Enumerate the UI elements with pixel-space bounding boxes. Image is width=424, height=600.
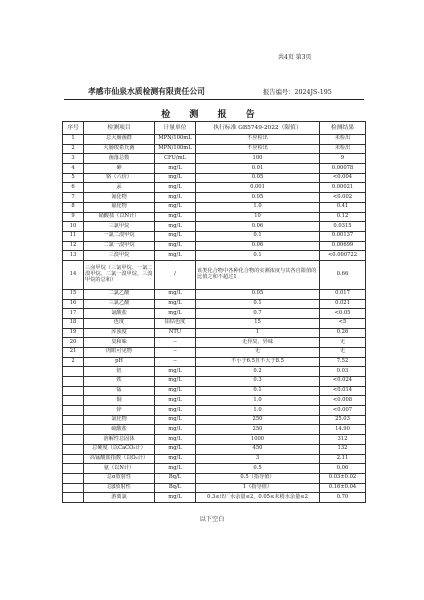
test-item: 三氯乙酸 [84,299,155,309]
result: 25.03 [320,415,366,425]
standard-limit: 0.05 [196,173,320,183]
table-row [63,425,366,435]
row-index: 21 [63,347,84,357]
test-item: 铝 [84,367,155,377]
standard-limit: 1.0 [196,406,320,416]
standard-limit: 100 [196,154,320,164]
row-index: 20 [63,338,84,348]
test-item: 砷 [84,164,155,174]
unit: MPN/100mL [155,135,196,145]
table-row [63,251,366,261]
test-item: 二氯乙酸 [84,289,155,299]
unit: mg/L [155,406,196,416]
result: 7.52 [320,357,366,367]
standard-limit: 0.2 [196,367,320,377]
test-item: 汞 [84,183,155,193]
result: 0.41 [320,202,366,212]
unit: CFU/mL [155,154,196,164]
row-index [63,483,84,493]
unit: mg/L [155,415,196,425]
result: 2.11 [320,454,366,464]
table-row [63,473,366,483]
unit: Bq/L [155,473,196,483]
standard-limit: 0.5 [196,464,320,474]
test-item: 铁 [84,377,155,387]
table-row [63,309,366,319]
row-index: 8 [63,202,84,212]
row-index: 12 [63,241,84,251]
standard-limit: 0.1 [196,386,320,396]
unit: Bq/L [155,483,196,493]
report-number-label: 报告编号： [263,89,295,96]
row-index [63,425,84,435]
test-item: 硝酸盐（以N计） [84,212,155,222]
end-marker: 以下空白 [199,516,225,523]
result: 0.03±0.02 [320,473,366,483]
standard-limit: 无异臭、异味 [196,338,320,348]
result: 0.021 [320,299,366,309]
result: <0.007 [320,406,366,416]
row-index: 4 [63,164,84,174]
standard-limit: 该类化合物中各种化合物的实测浓度与其各自限值的比值之和不超过1 [196,260,320,289]
standard-limit: 1.0 [196,202,320,212]
row-index: 9 [63,212,84,222]
row-index: 11 [63,231,84,241]
standard-limit: 250 [196,415,320,425]
table-row [63,415,366,425]
standard-limit: 0.05 [196,289,320,299]
standard-limit: 15 [196,318,320,328]
unit: mg/L [155,193,196,203]
row-index: 14 [63,260,84,289]
row-index: 5 [63,173,84,183]
table-row [63,222,366,232]
unit: MPN/100mL [155,144,196,154]
result: 14.90 [320,425,366,435]
test-results-table [62,121,366,503]
standard-limit: 250 [196,425,320,435]
table-row [63,328,366,338]
standard-limit: 1.0 [196,396,320,406]
result: 0.00699 [320,241,366,251]
header-divider [64,99,364,100]
row-index [63,464,84,474]
unit: mg/L [155,241,196,251]
standard-limit: 0.06 [196,222,320,232]
table-row [63,154,366,164]
company-name: 孝感市仙泉水质检测有限责任公司 [88,87,205,96]
test-item: 氯酸盐 [84,309,155,319]
report-title: 检 测 报 告 [161,110,263,120]
table-row [63,357,366,367]
table-row [63,396,366,406]
row-index [63,396,84,406]
test-item: 二氯一溴甲烷 [84,241,155,251]
test-item: 浑浊度 [84,328,155,338]
unit: mg/L [155,222,196,232]
result: 0.03 [320,367,366,377]
result: <0.008 [320,396,366,406]
unit: mg/L [155,464,196,474]
test-item: 总β放射性 [84,483,155,493]
standard-limit: 1 [196,328,320,338]
test-item: 总大肠菌群 [84,135,155,145]
row-index: 13 [63,251,84,261]
table-row [63,444,366,454]
test-item: 游离氯 [84,493,155,503]
test-item: 锰 [84,386,155,396]
standard-limit: 3 [196,454,320,464]
result: 0.70 [320,493,366,503]
table-row [63,212,366,222]
test-item: 总α放射性 [84,473,155,483]
test-item: 锌 [84,406,155,416]
test-item: pH [84,357,155,367]
test-item: 一氯二溴甲烷 [84,231,155,241]
standard-limit: 0.1 [196,299,320,309]
unit: mg/L [155,231,196,241]
result: 9 [320,154,366,164]
test-item: 溶解性总固体 [84,435,155,445]
row-index: 16 [63,299,84,309]
result: 0.12 [320,212,366,222]
row-index: 19 [63,328,84,338]
result: 0.00078 [320,164,366,174]
row-index: 1 [63,135,84,145]
row-index: 17 [63,309,84,319]
row-index [63,367,84,377]
unit: mg/L [155,251,196,261]
table-row [63,241,366,251]
row-index: 10 [63,222,84,232]
unit: mg/L [155,425,196,435]
unit: mg/L [155,454,196,464]
unit: NTU [155,328,196,338]
result: 132 [320,444,366,454]
standard-limit: 无 [196,347,320,357]
result: 0.66 [320,260,366,289]
table-row [63,347,366,357]
test-item: 三氯甲烷 [84,222,155,232]
result: 312 [320,435,366,445]
result: <0.05 [320,309,366,319]
standard-limit: 1（指导值） [196,483,320,493]
unit: mg/L [155,377,196,387]
table-row [63,202,366,212]
unit: mg/L [155,202,196,212]
row-index [63,444,84,454]
standard-limit: 10 [196,212,320,222]
result: 未检出 [320,135,366,145]
table-row [63,493,366,503]
header-cell: 计量单位 [155,122,196,135]
unit: mg/L [155,212,196,222]
table-row [63,173,366,183]
row-index: 18 [63,318,84,328]
unit: mg/L [155,386,196,396]
standard-limit: 不应检出 [196,144,320,154]
unit: -- [155,357,196,367]
result: 0.0315 [320,222,366,232]
result: 0.16±0.04 [320,483,366,493]
table-row [63,193,366,203]
row-index [63,377,84,387]
table-row [63,144,366,154]
row-index: 3 [63,154,84,164]
test-item: 大肠埃希氏菌 [84,144,155,154]
standard-limit: 不应检出 [196,135,320,145]
table-row [63,231,366,241]
report-number-value: 2024JS-195 [294,89,332,96]
result: <0.014 [320,386,366,396]
unit: / [155,260,196,289]
table-row [63,483,366,493]
test-item: 总硬度（以CaCO₃计） [84,444,155,454]
unit: mg/L [155,173,196,183]
test-item: 肉眼可见物 [84,347,155,357]
table-row [63,377,366,387]
table-row [63,299,366,309]
result: <0.000722 [320,251,366,261]
header-cell: 检测结果 [320,122,366,135]
table-row [63,260,366,289]
test-item: 氟化物 [84,202,155,212]
page-number: 共4页 第3页 [278,54,312,61]
result: 无 [320,347,366,357]
row-index [63,406,84,416]
unit: mg/L [155,309,196,319]
unit: mg/L [155,444,196,454]
row-index: 7 [63,193,84,203]
header-cell: 检测项目 [84,122,155,135]
result: 未检出 [320,144,366,154]
row-index [63,454,84,464]
table-row [63,183,366,193]
standard-limit: 0.05 [196,193,320,203]
test-item: 三卤甲烷（三氯甲烷、一氯二溴甲烷、二氯一溴甲烷、三溴甲烷的总和） [84,260,155,289]
unit: 铂钴色度 [155,318,196,328]
result: 无 [320,338,366,348]
test-item: 硫酸盐 [84,425,155,435]
table-row [63,454,366,464]
test-item: 氨（以N计） [84,464,155,474]
unit: mg/L [155,289,196,299]
standard-limit: 0.1 [196,251,320,261]
table-header-row [63,122,366,135]
result: 0.06 [320,464,366,474]
row-index: 15 [63,289,84,299]
unit: mg/L [155,493,196,503]
table-row [63,135,366,145]
unit: mg/L [155,435,196,445]
standard-limit: 0.5（指导值） [196,473,320,483]
row-index [63,435,84,445]
unit: -- [155,338,196,348]
table-row [63,338,366,348]
result: <5 [320,318,366,328]
row-index: 2 [63,357,84,367]
result: 0.017 [320,289,366,299]
standard-limit: 0.1 [196,231,320,241]
unit: mg/L [155,183,196,193]
unit: mg/L [155,396,196,406]
table-row [63,164,366,174]
unit: mg/L [155,299,196,309]
standard-limit: 0.3 [196,377,320,387]
standard-limit: 0.06 [196,241,320,251]
row-index [63,493,84,503]
report-number [263,87,332,96]
table-row [63,318,366,328]
test-item: 氰化物 [84,193,155,203]
standard-limit: 0.01 [196,164,320,174]
test-item: 铜 [84,396,155,406]
row-index: 6 [63,183,84,193]
unit: -- [155,347,196,357]
table-row [63,289,366,299]
standard-limit: 不小于6.5且不大于8.5 [196,357,320,367]
row-index [63,386,84,396]
unit: mg/L [155,164,196,174]
table-row [63,386,366,396]
test-item: 铬（六价） [84,173,155,183]
result: 0.00137 [320,231,366,241]
result: <0.004 [320,173,366,183]
table-row [63,464,366,474]
standard-limit: 0.3≤出厂水余量≤2，0.05≤末梢水余量≤2 [196,493,320,503]
result: 0.00021 [320,183,366,193]
table-row [63,367,366,377]
result: 0.26 [320,328,366,338]
result: <0.002 [320,193,366,203]
row-index [63,473,84,483]
header-cell: 执行标准 GB5749-2022（限值） [196,122,320,135]
standard-limit: 450 [196,444,320,454]
row-index [63,415,84,425]
result: <0.024 [320,377,366,387]
test-item: 臭和味 [84,338,155,348]
standard-limit: 0.7 [196,309,320,319]
test-item: 高锰酸盐指数（以O₂计） [84,454,155,464]
unit: mg/L [155,367,196,377]
table-row [63,435,366,445]
row-index: 2 [63,144,84,154]
header-cell: 序号 [63,122,84,135]
test-item: 三溴甲烷 [84,251,155,261]
standard-limit: 0.001 [196,183,320,193]
test-item: 氯化物 [84,415,155,425]
standard-limit: 1000 [196,435,320,445]
table-row [63,406,366,416]
test-item: 色度 [84,318,155,328]
test-item: 菌落总数 [84,154,155,164]
